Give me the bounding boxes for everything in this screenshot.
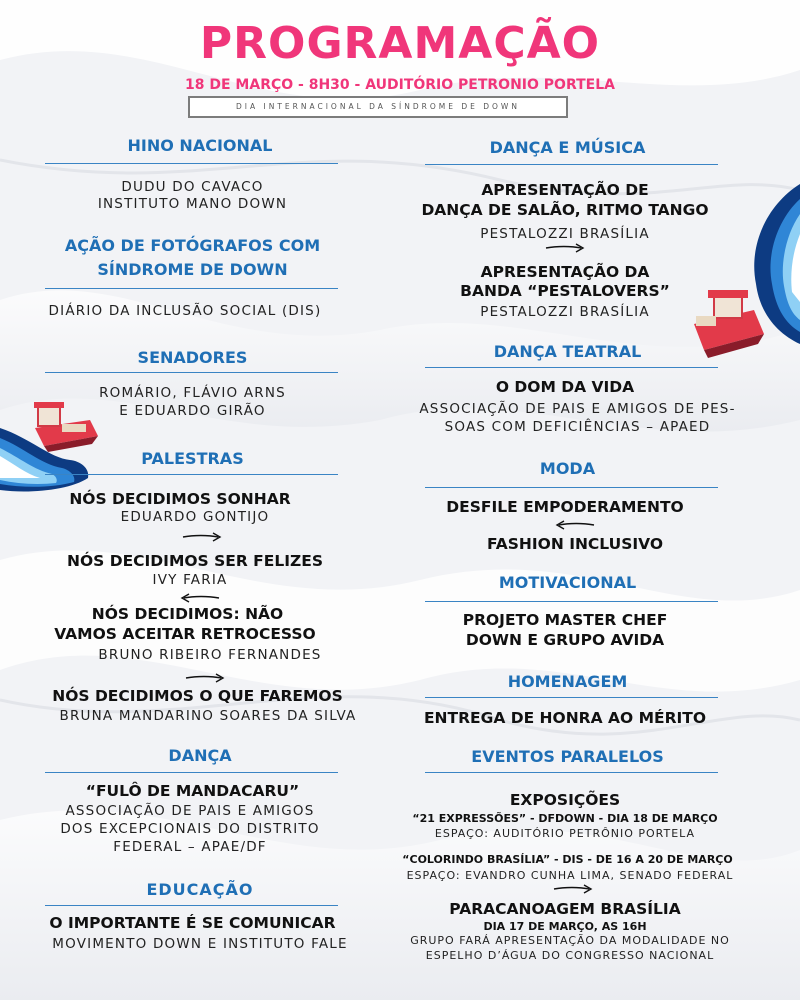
section-title-eventos: EVENTOS PARALELOS — [471, 747, 664, 766]
educacao-item: O IMPORTANTE É SE COMUNICAR — [49, 914, 336, 932]
event-subtitle: 18 DE MARÇO - 8H30 - AUDITÓRIO PETRONIO PORTELA — [185, 77, 615, 93]
arrow-left-icon — [180, 593, 220, 603]
hino-line-1: DUDU DO CAVACO — [121, 179, 264, 195]
eventos-paracanoagem-line-2: ESPELHO D’ÁGUA DO CONGRESSO NACIONAL — [425, 949, 715, 962]
divider — [45, 288, 338, 289]
eventos-paracanoagem-date: DIA 17 DE MARÇO, AS 16H — [483, 920, 647, 933]
section-title-educacao: EDUCAÇÃO — [146, 880, 254, 899]
divider — [45, 163, 338, 164]
section-title-danca-musica: DANÇA E MÚSICA — [489, 138, 646, 157]
eventos-item-2-venue: ESPAÇO: EVANDRO CUNHA LIMA, SENADO FEDERAL — [406, 869, 734, 882]
danca-item: “FULÔ DE MANDACARU” — [85, 782, 300, 800]
homenagem-item: ENTREGA DE HONRA AO MÉRITO — [423, 709, 707, 727]
danca-line-3: FEDERAL – APAE/DF — [113, 839, 267, 855]
palestra-speaker-1: EDUARDO GONTIJO — [120, 509, 270, 525]
educacao-line-1: MOVIMENTO DOWN E INSTITUTO FALE — [52, 936, 348, 952]
arrow-right-icon — [553, 884, 593, 894]
arrow-right-icon — [545, 243, 585, 253]
divider — [425, 697, 718, 698]
page-title: PROGRAMAÇÃO — [199, 18, 601, 69]
eventos-item-2: “COLORINDO BRASÍLIA” - DIS - DE 16 A 20 DE MARÇO — [402, 853, 733, 866]
eventos-item-1-venue: ESPAÇO: AUDITÓRIO PETRÔNIO PORTELA — [434, 827, 696, 840]
eventos-paracanoagem-line-1: GRUPO FARÁ APRESENTAÇÃO DA MODALIDADE NO — [410, 934, 730, 947]
divider — [425, 367, 718, 368]
danca-musica-sub-1: PESTALOZZI BRASÍLIA — [480, 226, 650, 242]
divider — [45, 372, 338, 373]
danca-musica-title-2b: BANDA “PESTALOVERS” — [460, 282, 670, 300]
moda-item-1: DESFILE EMPODERAMENTO — [446, 498, 684, 516]
divider — [45, 474, 338, 475]
palestra-title-4: NÓS DECIDIMOS O QUE FAREMOS — [52, 687, 343, 705]
arrow-right-icon — [182, 532, 222, 542]
danca-musica-title-1b: DANÇA DE SALÃO, RITMO TANGO — [421, 201, 709, 219]
senadores-line-1: ROMÁRIO, FLÁVIO ARNS — [99, 385, 286, 401]
eventos-exposicoes: EXPOSIÇÕES — [509, 791, 621, 809]
motivacional-line-2: DOWN E GRUPO AVIDA — [465, 631, 665, 649]
danca-line-1: ASSOCIAÇÃO DE PAIS E AMIGOS — [65, 803, 315, 819]
section-title-moda: MODA — [539, 459, 596, 478]
palestra-title-2: NÓS DECIDIMOS SER FELIZES — [67, 552, 323, 570]
section-title-acao-2: SÍNDROME DE DOWN — [97, 260, 288, 279]
section-title-homenagem: HOMENAGEM — [507, 672, 628, 691]
section-title-danca: DANÇA — [168, 746, 232, 765]
divider — [425, 164, 718, 165]
moda-item-2: FASHION INCLUSIVO — [486, 535, 664, 553]
palestra-title-3a: NÓS DECIDIMOS: NÃO — [91, 605, 284, 623]
danca-teatral-line-1: ASSOCIAÇÃO DE PAIS E AMIGOS DE PES- — [419, 401, 736, 417]
hino-line-2: INSTITUTO MANO DOWN — [97, 196, 288, 212]
date-banner: DIA INTERNACIONAL DA SÍNDROME DE DOWN — [188, 96, 568, 118]
section-title-danca-teatral: DANÇA TEATRAL — [493, 342, 642, 361]
section-title-motivacional: MOTIVACIONAL — [498, 573, 637, 592]
senadores-line-2: E EDUARDO GIRÃO — [119, 403, 266, 419]
divider — [425, 772, 718, 773]
divider — [425, 601, 718, 602]
danca-musica-title-1a: APRESENTAÇÃO DE — [481, 181, 649, 199]
divider — [45, 905, 338, 906]
arrow-left-icon — [555, 520, 595, 530]
section-title-hino: HINO NACIONAL — [127, 136, 273, 155]
palestra-speaker-3: BRUNO RIBEIRO FERNANDES — [98, 647, 322, 663]
palestra-speaker-2: IVY FARIA — [152, 572, 228, 588]
danca-musica-title-2a: APRESENTAÇÃO DA — [480, 263, 650, 281]
danca-teatral-line-2: SOAS COM DEFICIÊNCIAS – APAED — [444, 419, 711, 435]
divider — [425, 487, 718, 488]
eventos-paracanoagem: PARACANOAGEM BRASÍLIA — [449, 900, 681, 918]
divider — [45, 772, 338, 773]
palestra-title-3b: VAMOS ACEITAR RETROCESSO — [54, 625, 316, 643]
section-title-acao-1: AÇÃO DE FOTÓGRAFOS COM — [64, 236, 321, 255]
motivacional-line-1: PROJETO MASTER CHEF — [462, 611, 668, 629]
acao-line-1: DIÁRIO DA INCLUSÃO SOCIAL (DIS) — [48, 303, 322, 319]
danca-line-2: DOS EXCEPCIONAIS DO DISTRITO — [60, 821, 320, 837]
section-title-palestras: PALESTRAS — [141, 449, 244, 468]
arrow-right-icon — [185, 673, 225, 683]
danca-teatral-item: O DOM DA VIDA — [495, 378, 635, 396]
section-title-senadores: SENADORES — [137, 348, 248, 367]
palestra-title-1: NÓS DECIDIMOS SONHAR — [69, 490, 291, 508]
danca-musica-sub-2: PESTALOZZI BRASÍLIA — [480, 304, 650, 320]
palestra-speaker-4: BRUNA MANDARINO SOARES DA SILVA — [59, 708, 357, 724]
eventos-item-1: “21 EXPRESSÕES” - DFDOWN - DIA 18 DE MARÇO — [412, 812, 718, 825]
